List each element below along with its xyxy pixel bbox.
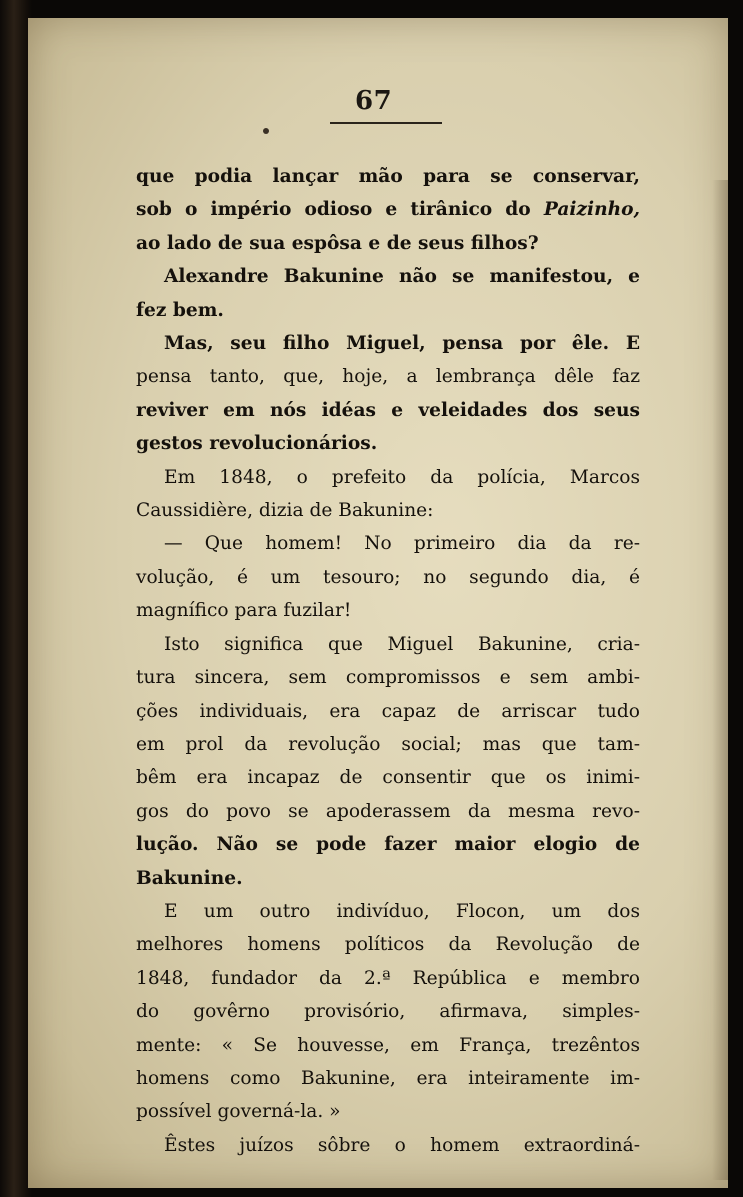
text-line [136,995,640,1028]
text-line [136,227,640,260]
text-line [136,260,640,293]
text-line [136,928,640,961]
text-line-content: pensa tanto, que, hoje, a lembrança dêle faz [136,366,640,388]
text-line [136,761,640,794]
text-line [136,862,640,895]
text-line [136,327,640,360]
text-line [136,895,640,928]
text-line [136,728,640,761]
text-line-content: Êstes juízos sôbre o homem extraordiná- [164,1134,640,1156]
text-line-content: fez bem. [136,299,224,321]
text-line [136,494,640,527]
text-line-content: Em 1848, o prefeito da polícia, Marcos [164,466,640,488]
text-line-content: melhores homens políticos da Revolução de [136,934,640,956]
text-line-content: sob o império odioso e tirânico do [136,199,544,221]
text-line [136,695,640,728]
text-line-content: 1848, fundador da 2.ª República e membro [136,967,640,989]
text-line-content: tura sincera, sem compromissos e sem ambi- [136,667,640,689]
text-line [136,628,640,661]
text-line [136,795,640,828]
text-line [136,461,640,494]
text-line-content: lução. Não se pode fazer maior elogio de [136,834,640,856]
text-line-content: mente: « Se houvesse, em França, trezêntos [136,1034,640,1056]
page-edge-shadow [712,180,728,1180]
text-line-content: volução, é um tesouro; no segundo dia, é [136,566,640,588]
text-line [136,661,640,694]
page-number: 67 [355,86,393,116]
text-line-content: Isto significa que Miguel Bakunine, cria- [164,633,640,655]
text-line-content: bêm era incapaz de consentir que os inimi- [136,767,640,789]
text-line-content: em prol da revolução social; mas que tam- [136,733,640,755]
text-line-content: reviver em nós idéas e veleidades dos seus [136,399,640,421]
text-line [136,1029,640,1062]
text-line-content: Alexandre Bakunine não se manifestou, e [164,266,640,288]
header-rule [330,122,442,124]
text-line-content: Caussidière, dizia de Bakunine: [136,500,434,522]
ink-dot [263,128,269,134]
text-line-content: do govêrno provisório, afirmava, simples- [136,1001,640,1023]
text-line-content: Bakunine. [136,867,243,889]
text-line [136,962,640,995]
text-line-content: E um outro indivíduo, Flocon, um dos [164,900,640,922]
text-line [136,160,640,193]
text-line [136,427,640,460]
text-line [136,828,640,861]
text-line [136,360,640,393]
text-line-content: homens como Bakunine, era inteiramente im- [136,1067,640,1089]
text-line-content: que podia lançar mão para se conservar, [136,166,640,187]
text-line [136,294,640,327]
text-line [136,1095,640,1128]
text-line-content: — Que homem! No primeiro dia da re- [164,533,640,555]
text-line [136,193,640,226]
body-text [136,160,640,1162]
text-line [136,594,640,627]
emphasized-word: Paizinho, [543,199,640,221]
text-line-content: possível governá-la. » [136,1101,341,1123]
text-line-content: gos do povo se apoderassem da mesma revo- [136,800,640,822]
text-line-content: magnífico para fuzilar! [136,600,352,622]
text-line [136,527,640,560]
text-line-content: ções individuais, era capaz de arriscar tudo [136,700,640,722]
text-line-content: gestos revolucionários. [136,433,378,455]
text-line-content: ao lado de sua espôsa e de seus filhos? [136,232,539,254]
text-line [136,394,640,427]
text-line [136,1062,640,1095]
text-line-content: Mas, seu filho Miguel, pensa por êle. E [164,333,640,355]
text-line [136,561,640,594]
text-line [136,1129,640,1162]
